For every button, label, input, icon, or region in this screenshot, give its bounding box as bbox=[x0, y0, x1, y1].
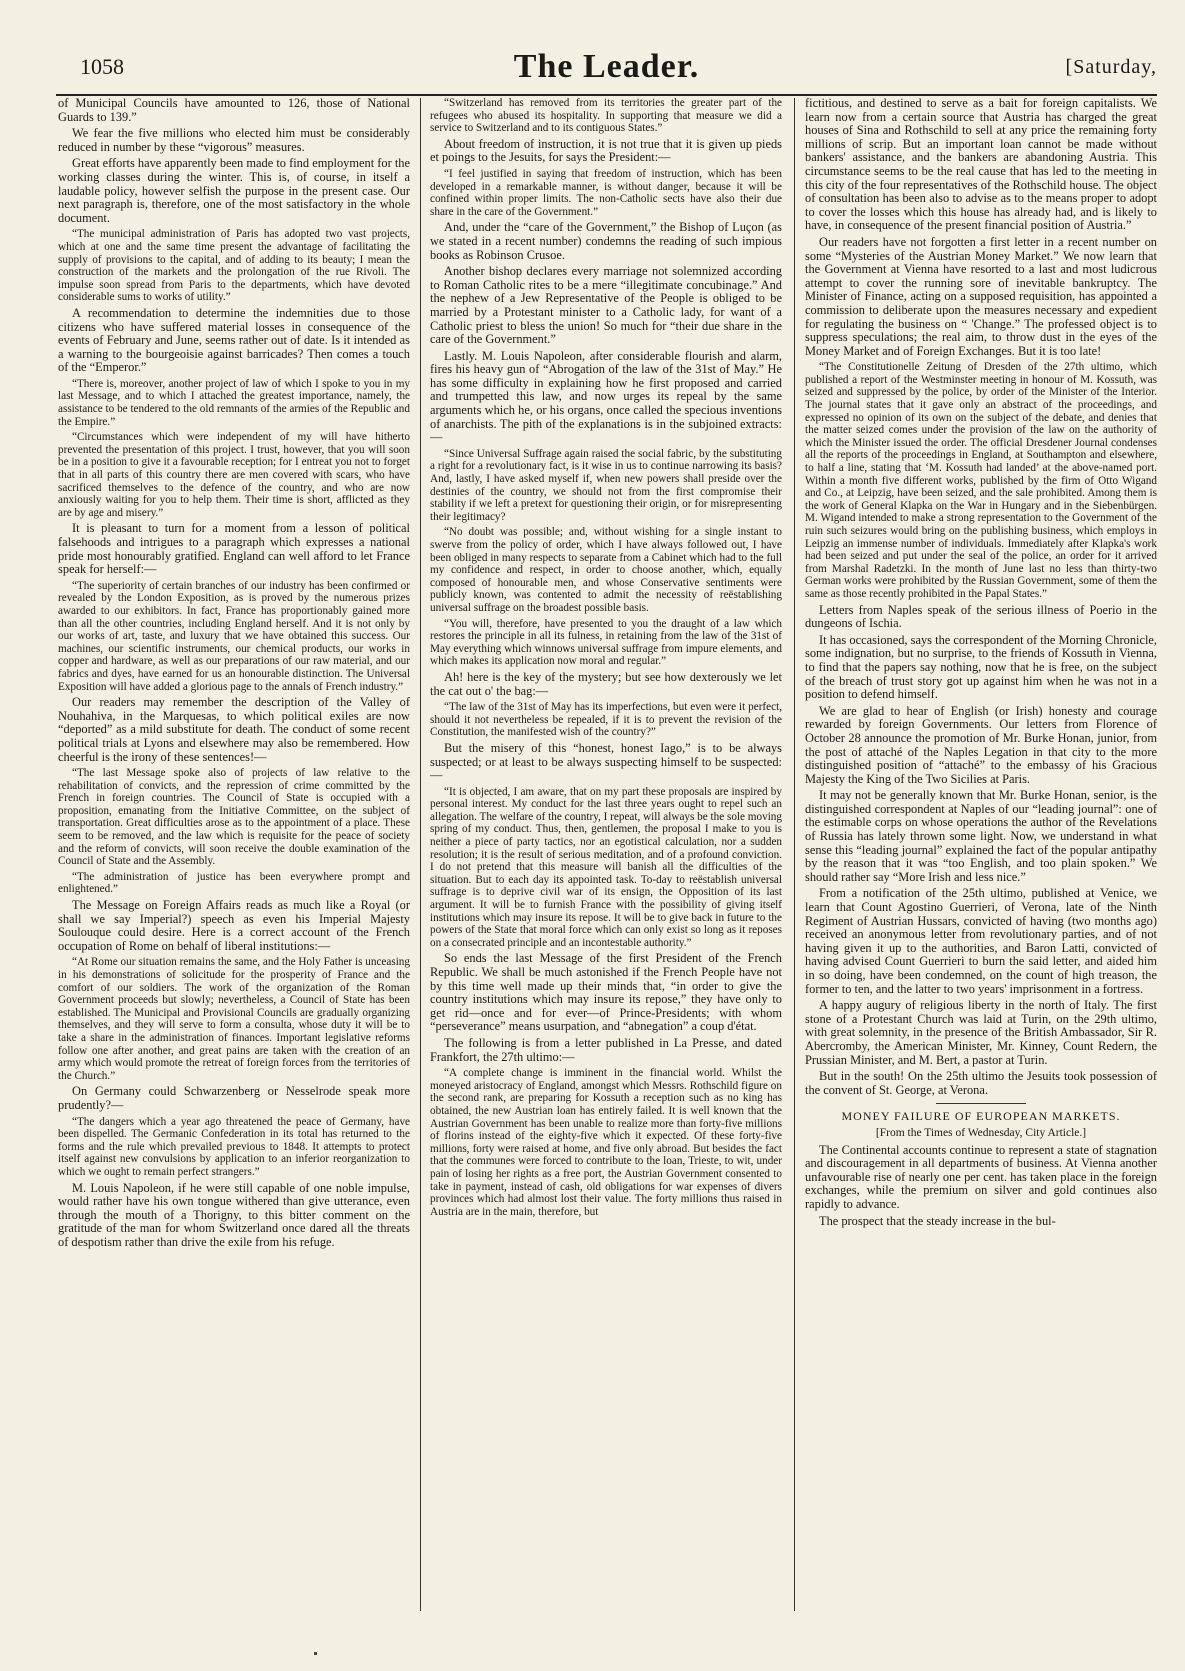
article-paragraph: of Municipal Councils have amounted to 126, those of National Guards to 139.” bbox=[58, 97, 410, 124]
column-3-body bbox=[805, 97, 1157, 1097]
newspaper-title: The Leader. bbox=[513, 48, 700, 85]
article-paragraph: From a notification of the 25th ultimo, published at Venice, we learn that Count Agostino Guerrieri, of Verona, late of the Ninth Regiment of Austrian Hussars, convicted of having (two months ago) received an anonymous letter from revolutionary parties, and of not having given it up to the authorities, and Baron Latti, convicted of having advised Count Guerrieri to burn the said letter, and aided him in so doing, have been condemned, on the count of high treason, the former to ten, and the latter to two years' imprisonment in a fortress. bbox=[805, 886, 1157, 996]
day-label: [Saturday, bbox=[1065, 56, 1157, 78]
article-paragraph: “The municipal administration of Paris has adopted two vast projects, which at one and the same time present the advantage of facilitating the supply of provisions to the capital, and of adding to its beauty; I mean the construction of the markets and the prolongation of the rue Rivoli. The impulse soon spread from Paris to the departments, which have devoted considerable sums to works of utility.” bbox=[58, 228, 410, 304]
article-paragraph: “I feel justified in saying that freedom of instruction, which has been developed in a remarkable manner, is without danger, because it will be confined within proper limits. The non-Catholic sects have also their due share in the care of the Government.” bbox=[430, 167, 782, 218]
article-paragraph: Another bishop declares every marriage not solemnized according to Roman Catholic rites to be a mere “illegitimate concubinage.” And the nephew of a Jew Representative of the People is obliged to be married by a Protestant minister to a Catholic lady, for want of a Catholic priest to bless the union! So much for “their due share in the care of the Government.” bbox=[430, 264, 782, 347]
article-paragraph: “The law of the 31st of May has its imperfections, but even were it perfect, should it not nevertheless be repealed, if it is to prevent the revision of the Constitution, the manifested wish of the country?” bbox=[430, 701, 782, 739]
article-paragraph: It is pleasant to turn for a moment from a lesson of political falsehoods and intrigues to a paragraph which expresses a national pride most honourably gratified. England can well afford to let France speak for herself:— bbox=[58, 521, 410, 577]
article-paragraph: fictitious, and destined to serve as a bait for foreign capitalists. We learn now from a certain source that Austria has charged the great houses of Sina and Rothschild to sell at any price the remaining forty millions of scrip. But an important loan cannot be made without bankers' assistance, and the bankers are abandoning Austria. This circumstance seems to be the real cause that has led to the meeting in this city of the four representatives of the Rothschild house. The object of consultation has been also to advise as to the means proper to adopt to cover the losses which this house has already had, and is likely to have, in consequence of the present financial position of Austria.” bbox=[805, 97, 1157, 233]
article-paragraph: Lastly. M. Louis Napoleon, after considerable flourish and alarm, fires his heavy gun of “Abrogation of the law of the 31st of May.” He has some difficulty in explaining how he first proposed and carried and trumpetted this law, and now urges its repeal by the same arguments which he, or his organs, once called the specious inventions of anarchists. The pith of the explanations is in the subjoined extracts:— bbox=[430, 348, 782, 445]
article-paragraph: “Circumstances which were independent of my will have hitherto prevented the presentation of this project. I trust, however, that you will soon be in a position to give it a favourable reception; for I entreat you not to forget that in all parts of this country there are men covered with scars, who have sacrificed themselves to the defence of the country, and who are now anxiously waiting for you to help them. Their time is short, afflicted as they are by age and misery.” bbox=[58, 431, 410, 519]
article-paragraph: We are glad to hear of English (or Irish) honesty and courage rewarded by foreign Governments. Our letters from Florence of October 28 announce the promotion of Mr. Burke Honan, junior, from the post of attaché of the Naples Legation in that city to the more distinguished position of “attaché” to the embassy of his Gracious Majesty the King of the Two Sicilies at Paris. bbox=[805, 703, 1157, 786]
article-paragraph: “There is, moreover, another project of law of which I spoke to you in my last Message, and to which I attached the greatest importance, namely, the assistance to be tendered to the old remnants of the armies of the Republic and the Empire.” bbox=[58, 377, 410, 428]
article-paragraph: “Switzerland has removed from its territories the greater part of the refugees who abused its hospitality. In supporting that measure we did a service to Switzerland and to its contiguous States.” bbox=[430, 97, 782, 135]
article-paragraph: We fear the five millions who elected him must be considerably reduced in number by these “vigorous” measures. bbox=[58, 126, 410, 154]
article-paragraph: The following is from a letter published in La Presse, and dated Frankfort, the 27th ultimo:— bbox=[430, 1035, 782, 1064]
column-2 bbox=[430, 97, 782, 1621]
article-paragraph: On Germany could Schwarzenberg or Nesselrode speak more prudently?— bbox=[58, 1084, 410, 1112]
article-paragraph: “The last Message spoke also of projects of law relative to the rehabilitation of convicts, and the repression of crime committed by the French in foreign countries. The Council of State is occupied with a proposition, emanating from the Initiative Committee, on the subject of transportation. Great difficulties arose as to the appointment of a place. These seem to be removed, and the law which is requisite for the peace of society and the reform of convicts, will soon receive the double examination of the Council of State and the Assembly. bbox=[58, 767, 410, 868]
page-number: 1058 bbox=[80, 54, 124, 79]
article-paragraph: “The administration of justice has been everywhere prompt and enlightened.” bbox=[58, 870, 410, 896]
article-paragraph: Great efforts have apparently been made to find employment for the working classes during the winter. This is, of course, in itself a laudable policy, however selfish the purpose in the present case. Our next paragraph is, therefore, one of the most satisfactory in the whole document. bbox=[58, 156, 410, 225]
section-heading: MONEY FAILURE OF EUROPEAN MARKETS. bbox=[841, 1109, 1121, 1124]
article-paragraph: “The dangers which a year ago threatened the peace of Germany, have been dispelled. The Germanic Confederation in its total has returned to the forms and the rule which prevailed previous to 1848. It attempts to protect itself against new convulsions by application to an inferior reorganization to which we ought to remain perfect strangers.” bbox=[58, 1115, 410, 1178]
section-source: [From the Times of Wednesday, City Article.] bbox=[875, 1126, 1087, 1139]
article-paragraph: “No doubt was possible; and, without wishing for a single instant to swerve from the policy of order, which I have always followed out, I have been obliged in many respects to separate from a Cabinet which had to the full my confidence and respect, in order to choose another, which, equally composed of honourable men, and whose Conservative sentiments were publicly known, was contented to admit the necessity of reëstablishing universal suffrage on the broadest possible basis. bbox=[430, 526, 782, 614]
article-paragraph: “At Rome our situation remains the same, and the Holy Father is unceasing in his demonstrations of solicitude for the prosperity of France and the comfort of our soldiers. The work of the organization of the Roman Government proceeds but slowly; nevertheless, a Council of State has been established. The Municipal and Provisional Councils are gradually organizing themselves, and they will serve to form a consulta, whose duty it will be to take a share in the administration of finances. Important legislative reforms follow one after another, and great pains are taken with the creation of an army which would promote the retreat of foreign forces from the territories of the Church.” bbox=[58, 956, 410, 1082]
masthead bbox=[56, 50, 1157, 90]
article-paragraph: “You will, therefore, have presented to you the draught of a law which restores the principle in all its fulness, in retaining from the law of the 31st of May everything which winnows universal suffrage from impure elements, and which makes its application now moral and regular.” bbox=[430, 617, 782, 668]
article-paragraph: A recommendation to determine the indemnities due to those citizens who have suffered material losses in consequence of the events of February and June, seems rather out of date. Is it intended as a warning to the bourgeoisie against barricades? Then comes a touch of the “Emperor.” bbox=[58, 305, 410, 375]
column-divider bbox=[420, 98, 421, 1611]
article-paragraph: “The Constitutionelle Zeitung of Dresden of the 27th ultimo, which published a report of the Westminster meeting in honour of M. Kossuth, was seized and suppressed by the police, by order of the Minister of the Interior. The journal states that it gave only an abstract of the proceedings, and expressed no opinion of its own on the subject of the debate, and denies that the matter seized comes under the provision of the law on the authority of which the Minister issued the order. The official Dresdener Journal condenses all the reports of the proceedings in England, at Southampton and elsewhere, to half a line, stating that ‘M. Kossuth had landed’ at the above-named port. Within a month five different works, published by the firm of Otto Wigand and Co., at Leipzig, have been seized, and the sale prohibited. Among them is the work of General Klapka on the War in Hungary and in the Siebenbürgen. M. Wigand intended to make a strong representation to the Government of the ruin such seizures would bring on the publishing business, which employs in Leipzig an immense number of individuals. Immediately after Klapka's work had been seized and put under the seal of the police, an order for it arrived from Marshal Radetzki. In the month of June last no less than thirty-two German works were prohibited by the Russian Government, some of them the same as those recently prohibited in the Papal States.” bbox=[805, 361, 1157, 600]
column-1 bbox=[58, 97, 410, 1621]
article-paragraph: “It is objected, I am aware, that on my part these proposals are inspired by personal interest. My conduct for the last three years ought to repel such an allegation. The welfare of the country, I repeat, will always be the sole moving spring of my conduct. Thus, then, gentlemen, the proposal I make to you is neither a piece of party tactics, nor an egotistical calculation, nor a sudden resolution; it is the result of serious meditation, and of a profound conviction. I do not pretend that this measure will banish all the difficulties of the situation. But to each day its appointed task. To-day to reëstablish universal suffrage is to deprive civil war of its ensign, the Opposition of its last argument. It will be to furnish France with the possibility of giving itself institutions which may insure its repose. It will be to give back in future to the powers of the State that moral force which can only exist so long as it reposes on a consecrated principle and an incontestable authority.” bbox=[430, 785, 782, 949]
article-paragraph: “A complete change is imminent in the financial world. Whilst the moneyed aristocracy of England, amongst which Messrs. Rothschild figure on the second rank, are preparing for Kossuth a reception such as no king has obtained, the new Austrian loan has entirely failed. It is well known that the Austrian Government has been unable to realize more than forty-five millions of florins instead of the eighty-five which it expected. Of these forty-five millions, forty were raised at home, and five only abroad. But besides the fact that the communes were forced to contribute to the loan, Trieste, to wit, under pain of losing her rights as a free port, the Austrian Government consented to take in payment, instead of cash, old obligations for war expenses of divers provinces which had almost lost their value. The forty millions thus raised in Austria are in the main, therefore, but bbox=[430, 1067, 782, 1218]
article-paragraph: Letters from Naples speak of the serious illness of Poerio in the dungeons of Ischia. bbox=[805, 602, 1157, 631]
section-divider bbox=[936, 1103, 1026, 1104]
article-paragraph: Our readers may remember the description of the Valley of Nouhahiva, in the Marquesas, to which political exiles are now “deported” as a mild substitute for death. The conduct of some recent political trials at Lyons and elsewhere may also be remembered. How cheerful is the irony of these sentences!— bbox=[58, 695, 410, 764]
article-paragraph: It may not be generally known that Mr. Burke Honan, senior, is the distinguished correspondent at Naples of our “leading journal”: one of the estimable corps on whose operations the author of the Revelations of Russia has lately thrown some light. Now, we understand in what sense this “leading journal” explained the fact of the popular antipathy by the reason that it was “too English, and too plain spoken.” We should rather say “More Irish and less nice.” bbox=[805, 788, 1157, 884]
article-paragraph: About freedom of instruction, it is not true that it is given up pieds et poings to the Jesuits, for says the President:— bbox=[430, 136, 782, 165]
article-paragraph: The prospect that the steady increase in the bul- bbox=[819, 1213, 1056, 1228]
article-paragraph: It has occasioned, says the correspondent of the Morning Chronicle, some indignation, but no surprise, to the friends of Kossuth in Vienna, to find that the papers say nothing, now that he is free, on the subject of the breach of trust story got up against him when he was not in a position to defend himself. bbox=[805, 632, 1157, 702]
article-paragraph: “Since Universal Suffrage again raised the social fabric, by the substituting a right for a revolutionary fact, is it wise in us to continue narrowing its basis? And, lastly, I have asked myself if, when new powers shall preside over the destinies of the country, we should not from the first compromise their stability if we left a pretext for questioning their origin, or for misrepresenting their legitimacy? bbox=[430, 447, 782, 523]
article-paragraph: So ends the last Message of the first President of the French Republic. We shall be much astonished if the French People have not by this time well made up their minds that, “in order to give the country institutions which may insure its repose,” they have only to get rid—once and for ever—of Prince-Presidents; with whom “perseverance” means usurpation, and “abnegation” a coup d'état. bbox=[430, 951, 782, 1034]
article-paragraph: “The superiority of certain branches of our industry has been confirmed or revealed by the London Exposition, as is proved by the numerous prizes awarded to our exhibitors. In fact, France has proportionably gained more than all the other countries, including England herself. And it is not only by our works of art, taste, and luxury that we have obtained this success. Our machines, our scientific instruments, our chemical products, our works in copper and hardware, as well as our preparations of our raw material, and our fabrics and dyes, have earned for us an honourable distinction. The Universal Exposition will have added a glorious page to the annals of French industry.” bbox=[58, 579, 410, 693]
article-paragraph: The Continental accounts continue to represent a state of stagnation and discouragement in all departments of business. At Vienna another unfavourable rise of nearly one per cent. has taken place in the foreign exchanges, while the premium on silver and gold continues also rapidly to advance. bbox=[805, 1142, 1157, 1211]
article-paragraph: But in the south! On the 25th ultimo the Jesuits took possession of the convent of St. George, at Verona. bbox=[805, 1069, 1157, 1097]
column-divider bbox=[794, 98, 795, 1611]
ink-speck bbox=[314, 1652, 317, 1655]
column-3 bbox=[805, 97, 1157, 1621]
article-paragraph: Ah! here is the key of the mystery; but see how dexterously we let the cat out o' the bag:— bbox=[430, 669, 782, 698]
masthead-rule bbox=[56, 94, 1157, 96]
article-paragraph: Our readers have not forgotten a first letter in a recent number on some “Mysteries of the Austrian Money Market.” We now learn that the Government at Vienna have resorted to a last and most ludicrous attempt to cover the running sore of inevitable bankruptcy. The Minister of Finance, acting on a supposed requisition, has appointed a commission to deliberate upon the measures necessary and expedient for regulating the business on “ 'Change.” The professed object is to suppress speculations; the real aim, to throw dust in the eyes of the Money Market and of Foreign Exchanges. But it is too late! bbox=[805, 234, 1157, 358]
article-paragraph: But the misery of this “honest, honest Iago,” is to be always suspected; or at least to be always suspecting himself to be suspected:— bbox=[430, 740, 782, 783]
article-paragraph: A happy augury of religious liberty in the north of Italy. The first stone of a Protestant Church was laid at Turin, on the 29th ultimo, with great solemnity, in the presence of the British Ambassador, Sir R. Abercromby, the American Minister, Mr. Kinney, Count Redern, the Prussian Minister, and M. Bert, a pastor at Turin. bbox=[805, 998, 1157, 1067]
article-paragraph: And, under the “care of the Government,” the Bishop of Luçon (as we stated in a recent number) condemns the reading of such impious books as Robinson Crusoe. bbox=[430, 220, 782, 262]
article-paragraph: M. Louis Napoleon, if he were still capable of one noble impulse, would rather have his own tongue withered than give utterance, even through the mouth of a Thorigny, to this bitter comment on the gratitude of the man for whom Switzerland once dared all the threats of despotism rather than drive the exile from his refuge. bbox=[58, 1180, 410, 1249]
article-paragraph: The Message on Foreign Affairs reads as much like a Royal (or shall we say Imperial?) speech as even his Imperial Majesty Soulouque could desire. Here is a correct account of the French occupation of Rome on behalf of liberal institutions:— bbox=[58, 898, 410, 953]
